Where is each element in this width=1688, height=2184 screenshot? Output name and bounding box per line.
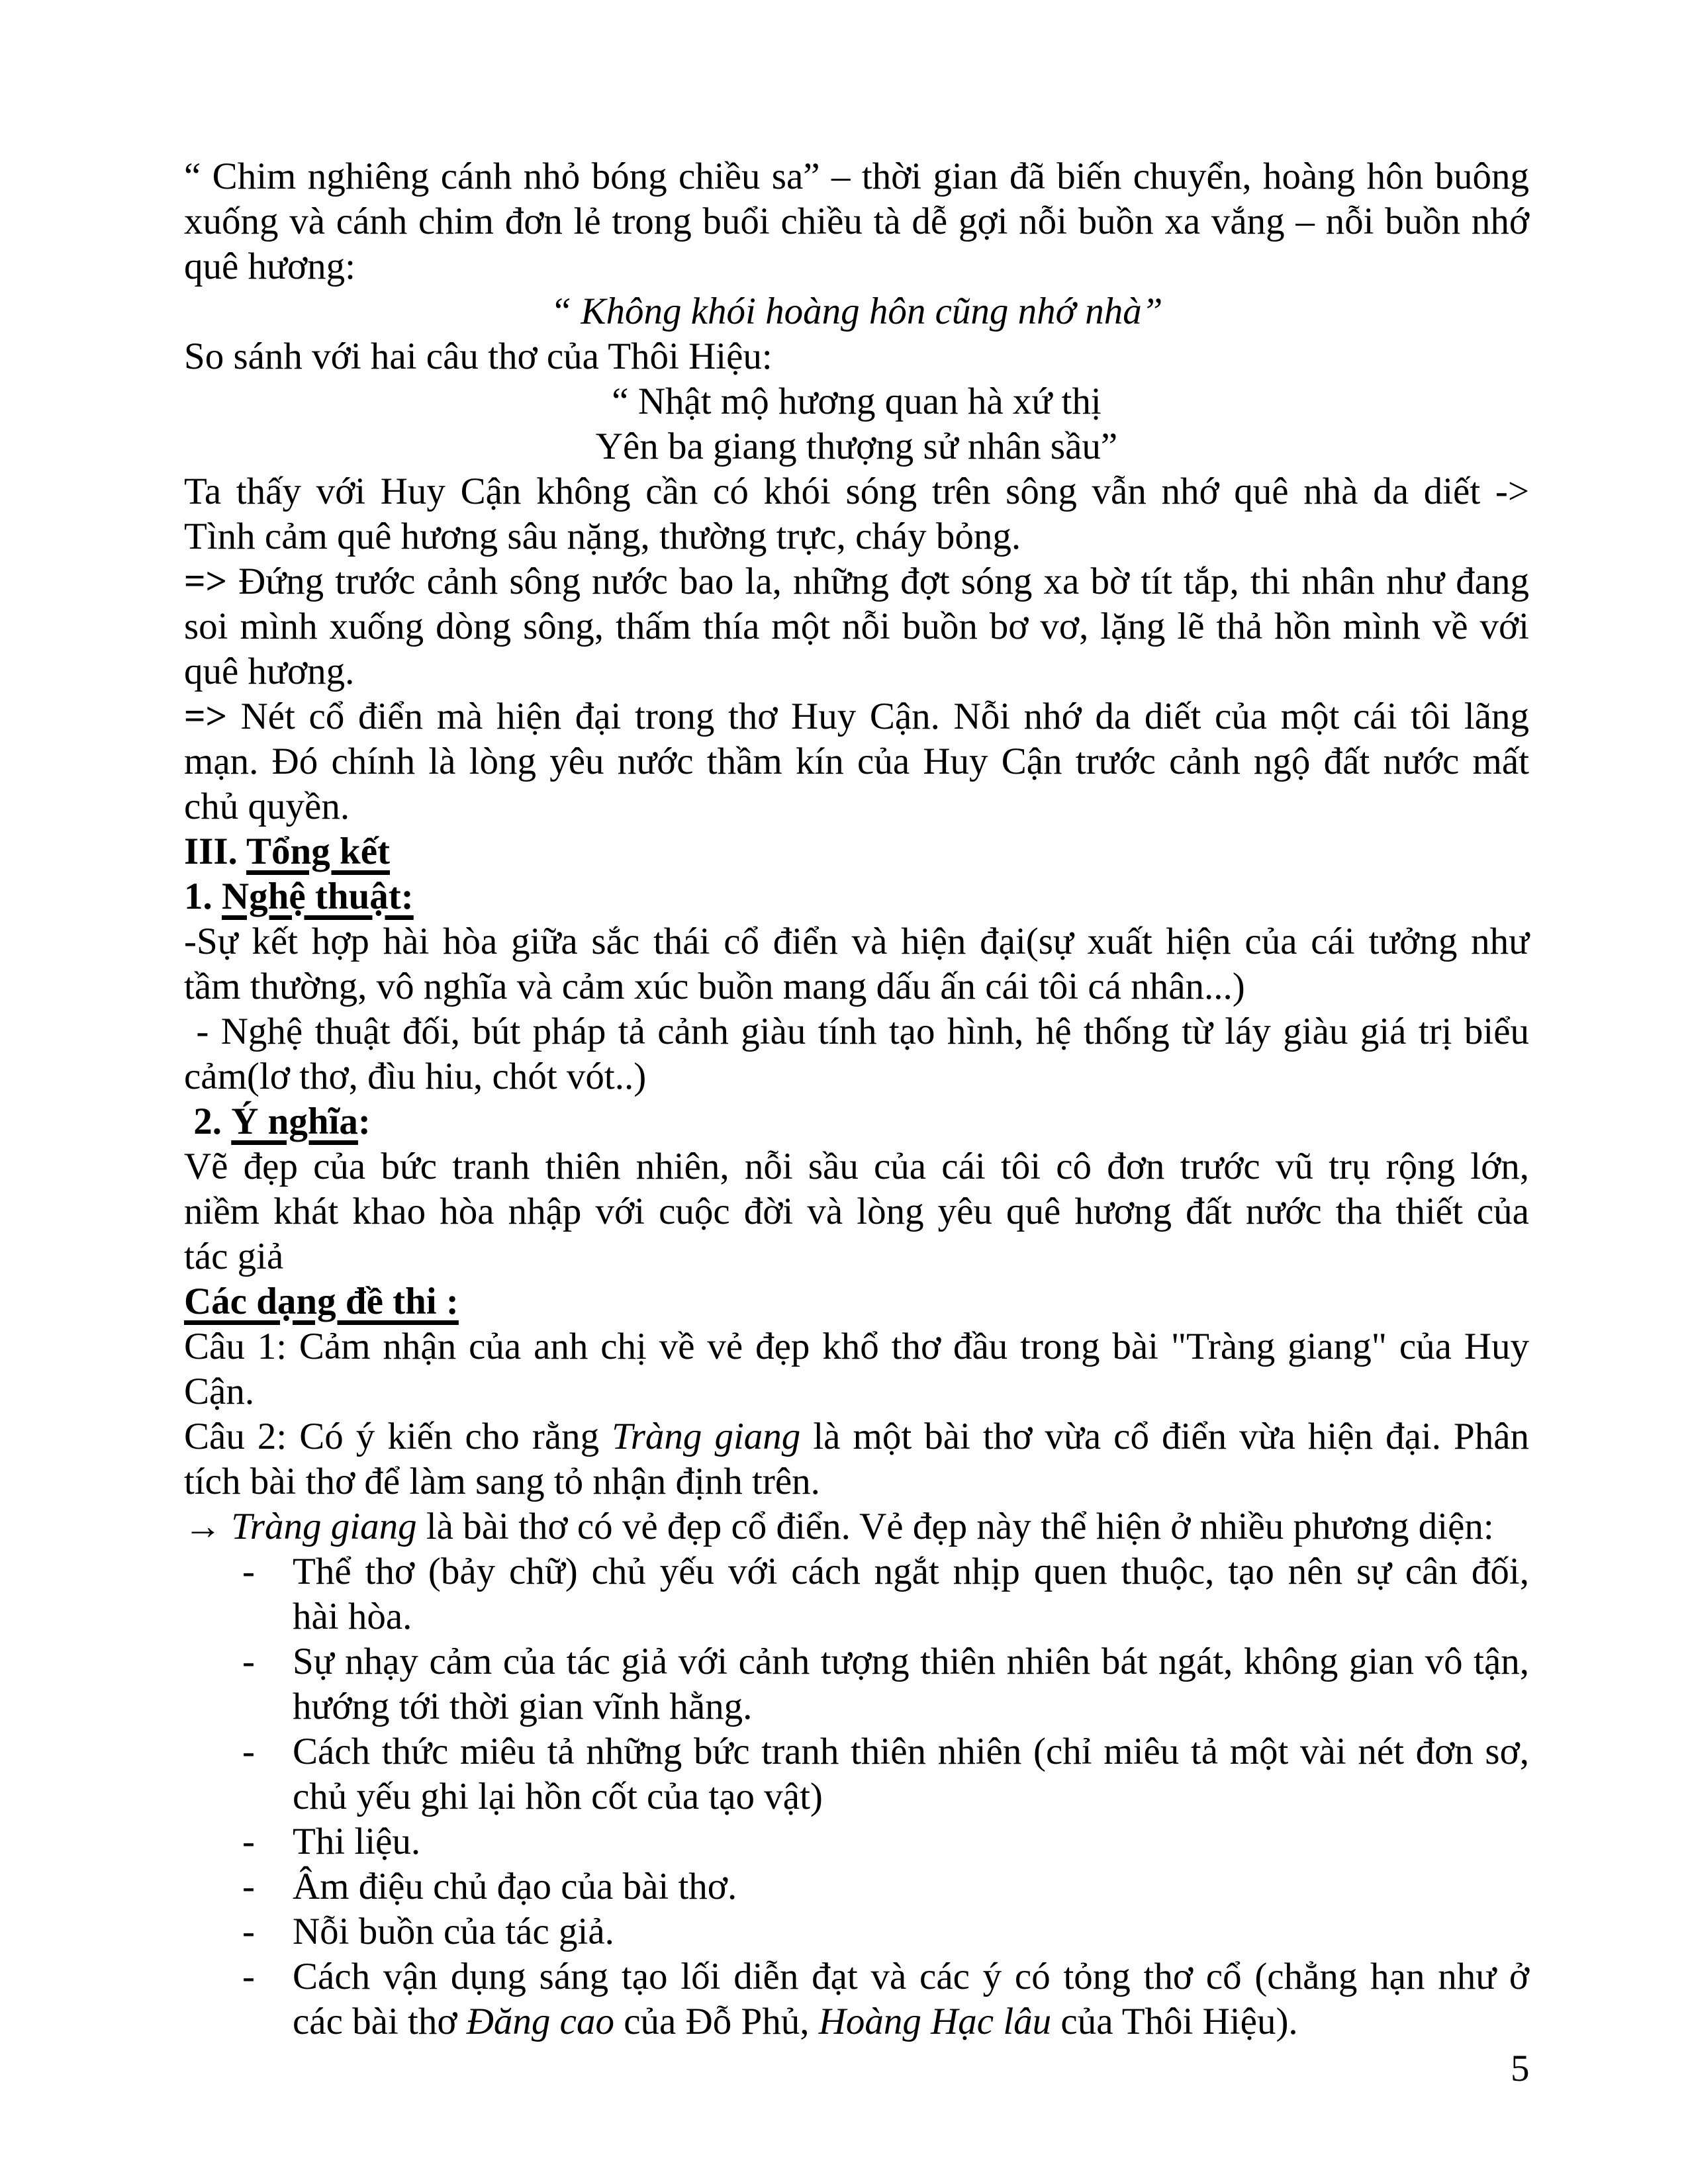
text-segment: =>: [184, 561, 227, 602]
text-line: [184, 289, 1529, 334]
list-item-line: [184, 1774, 1529, 1819]
list-bullet: -: [242, 1821, 255, 1862]
heading-y-nghia: [184, 1099, 1529, 1144]
list-bullet: -: [242, 1551, 255, 1592]
text-segment: Thi liệu.: [293, 1821, 421, 1862]
text-segment: Sự nhạy cảm của tác giả với cảnh tượng thiên nhiên bát ngát, không gian vô tận,: [293, 1641, 1529, 1682]
text-segment: Thể thơ (bảy chữ) chủ yếu với cách ngắt nhịp quen thuộc, tạo nên sự cân đối,: [293, 1551, 1529, 1592]
list-bullet: -: [242, 1641, 255, 1682]
text-segment: hài hòa.: [293, 1596, 412, 1637]
text-line: [184, 1324, 1529, 1369]
text-line: [184, 919, 1529, 964]
text-segment: quê hương:: [184, 246, 355, 287]
text-segment: niềm khát khao hòa nhập với cuộc đời và lòng yêu quê hương đất nước tha thiết của: [184, 1191, 1529, 1232]
text-segment: So sánh với hai câu thơ của Thôi Hiệu:: [184, 336, 773, 377]
text-line: [184, 424, 1529, 469]
text-segment: Cách vận dụng sáng tạo lối diễn đạt và các ý có tỏng thơ cổ (chẳng hạn như ở: [293, 1956, 1529, 1997]
text-segment: Tràng giang: [612, 1416, 801, 1457]
text-segment: là bài thơ có vẻ đẹp cổ điển. Vẻ đẹp này thể hiện ở nhiều phương diện:: [416, 1506, 1494, 1547]
list-item-line: [184, 1684, 1529, 1729]
heading-nghe-thuat: [184, 874, 1529, 919]
list-bullet: -: [242, 1731, 255, 1772]
text-segment: soi mình xuống dòng sông, thấm thía một nỗi buồn bơ vơ, lặng lẽ thả hồn mình về với: [184, 606, 1529, 647]
text-segment: tích bài thơ để làm sang tỏ nhận định trên.: [184, 1461, 820, 1502]
list-bullet: -: [242, 1911, 255, 1952]
list-item-line: [184, 1594, 1529, 1639]
text-segment: Câu 1: Cảm nhận của anh chị về vẻ đẹp khổ thơ đầu trong bài "Tràng giang" của Huy: [184, 1326, 1529, 1367]
arrow-icon: →: [184, 1506, 232, 1547]
text-segment: Tình cảm quê hương sâu nặng, thường trực, cháy bỏng.: [184, 516, 1021, 557]
text-line: [184, 244, 1529, 289]
text-segment: Nét cổ điển mà hiện đại trong thơ Huy Cận. Nỗi nhớ da diết của một cái tôi lãng: [226, 696, 1529, 737]
text-line: [184, 1234, 1529, 1279]
text-line: [184, 1459, 1529, 1504]
text-segment: Nghệ thuật:: [222, 876, 414, 917]
list-item-line: [184, 1954, 1529, 1999]
list-item-line: [184, 1729, 1529, 1774]
text-line: [184, 469, 1529, 514]
text-line: [184, 559, 1529, 604]
text-line: [184, 1144, 1529, 1189]
text-segment: là một bài thơ vừa cổ điển vừa hiện đại. Phân: [800, 1416, 1530, 1457]
heading-cac-dang-de-thi: [184, 1279, 1529, 1324]
text-segment: các bài thơ: [293, 2001, 467, 2042]
text-segment: Tràng giang: [231, 1506, 417, 1547]
text-segment: tác giả: [184, 1236, 284, 1277]
text-segment: Yên ba giang thượng sử nhân sầu”: [595, 426, 1118, 467]
list-bullet: -: [242, 1866, 255, 1907]
text-line: [184, 694, 1529, 739]
text-segment: hướng tới thời gian vĩnh hằng.: [293, 1686, 753, 1727]
text-segment: Câu 2: Có ý kiến cho rằng: [184, 1416, 612, 1457]
text-line: [184, 1009, 1529, 1054]
text-segment: quê hương.: [184, 651, 355, 692]
text-segment: Hoàng Hạc lâu: [818, 2001, 1052, 2042]
text-segment: “ Không khói hoàng hôn cũng nhớ nhà”: [550, 291, 1163, 332]
list-item-line: [184, 1819, 1529, 1864]
text-segment: Nỗi buồn của tác giả.: [293, 1911, 614, 1952]
text-segment: Đứng trước cảnh sông nước bao la, những đợt sóng xa bờ tít tắp, thi nhân như đang: [226, 561, 1529, 602]
text-line: [184, 334, 1529, 379]
text-line: [184, 514, 1529, 559]
text-segment: =>: [184, 696, 227, 737]
text-segment: - Nghệ thuật đối, bút pháp tả cảnh giàu tính tạo hình, hệ thống từ láy giàu giá trị biểu: [184, 1011, 1529, 1052]
text-line: [184, 1054, 1529, 1099]
heading-tong-ket: [184, 829, 1529, 874]
text-segment: 1.: [184, 876, 222, 917]
text-segment: của Thôi Hiệu).: [1051, 2001, 1298, 2042]
text-line: [184, 1414, 1529, 1459]
text-segment: Tổng kết: [246, 831, 390, 872]
list-item-line: [184, 1864, 1529, 1909]
text-segment: Vẽ đẹp của bức tranh thiên nhiên, nỗi sầu của cái tôi cô đơn trước vũ trụ rộng lớn,: [184, 1146, 1529, 1187]
text-line: [184, 199, 1529, 244]
text-segment: Ý nghĩa: [231, 1101, 358, 1142]
text-segment: cảm(lơ thơ, đìu hiu, chót vót..): [184, 1056, 647, 1097]
list-item-line: [184, 1549, 1529, 1594]
text-line: [184, 154, 1529, 199]
page-number: 5: [1511, 2048, 1530, 2089]
text-segment: 2.: [184, 1101, 232, 1142]
list-item-line: [184, 1909, 1529, 1954]
text-line: [184, 379, 1529, 424]
text-segment: III.: [184, 831, 247, 872]
text-segment: Âm điệu chủ đạo của bài thơ.: [293, 1866, 737, 1907]
text-segment: tầm thường, vô nghĩa và cảm xúc buồn mang dấu ấn cái tôi cá nhân...): [184, 966, 1245, 1007]
text-segment: chủ yếu ghi lại hồn cốt của tạo vật): [293, 1776, 823, 1817]
text-segment: Cận.: [184, 1371, 255, 1412]
text-segment: Ta thấy với Huy Cận không cần có khói sóng trên sông vẫn nhớ quê nhà da diết ->: [184, 471, 1529, 512]
text-line: [184, 739, 1529, 784]
text-line: [184, 604, 1529, 649]
text-line: [184, 784, 1529, 829]
text-segment: xuống và cánh chim đơn lẻ trong buổi chiều tà dễ gợi nỗi buồn xa vắng – nỗi buồn nhớ: [184, 201, 1529, 242]
text-segment: của Đỗ Phủ,: [614, 2001, 819, 2042]
text-line: [184, 1189, 1529, 1234]
list-item-line: [184, 1639, 1529, 1684]
document-body: [184, 154, 1529, 2044]
text-line: [184, 1369, 1529, 1414]
text-segment: chủ quyền.: [184, 786, 350, 827]
list-item-line: [184, 1999, 1529, 2044]
text-segment: “ Nhật mộ hương quan hà xứ thị: [612, 381, 1102, 422]
text-segment: Các dạng đề thi :: [184, 1281, 459, 1322]
list-bullet: -: [242, 1956, 255, 1997]
text-segment: “ Chim nghiêng cánh nhỏ bóng chiều sa” – thời gian đã biến chuyển, hoàng hôn buông: [184, 156, 1529, 197]
text-segment: Đăng cao: [466, 2001, 614, 2042]
text-segment: :: [357, 1101, 371, 1142]
text-segment: mạn. Đó chính là lòng yêu nước thầm kín của Huy Cận trước cảnh ngộ đất nước mất: [184, 741, 1529, 782]
text-segment: Cách thức miêu tả những bức tranh thiên nhiên (chỉ miêu tả một vài nét đơn sơ,: [293, 1731, 1529, 1772]
text-line: [184, 649, 1529, 694]
text-line: [184, 964, 1529, 1009]
text-line: [184, 1504, 1529, 1549]
text-segment: -Sự kết hợp hài hòa giữa sắc thái cổ điển và hiện đại(sự xuất hiện của cái tưởng như: [184, 921, 1529, 962]
